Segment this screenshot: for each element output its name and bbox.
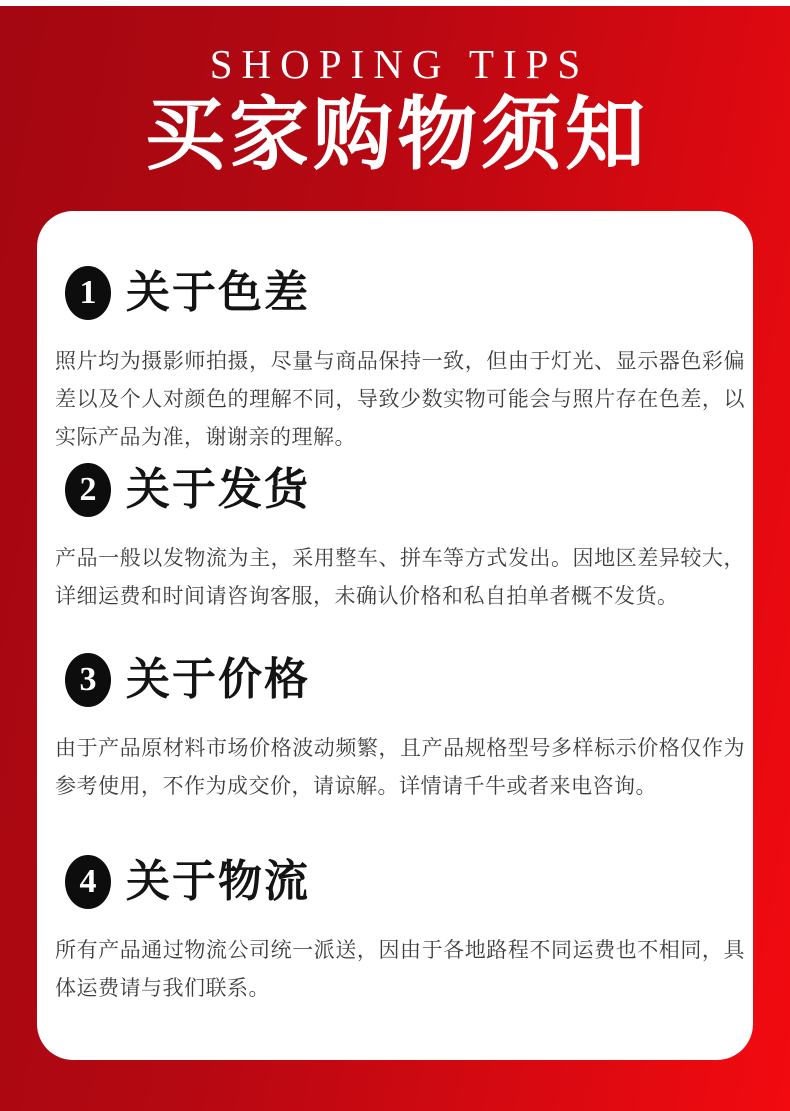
section-title: 关于物流 bbox=[126, 857, 310, 906]
section-heading-row bbox=[65, 653, 745, 707]
section-shipping bbox=[55, 463, 745, 615]
page-title: 买家购物须知 bbox=[145, 92, 649, 180]
section-color-difference bbox=[55, 266, 745, 456]
top-white-strip bbox=[0, 0, 790, 6]
section-title: 关于发货 bbox=[126, 465, 310, 514]
number-badge-3: 3 bbox=[65, 653, 111, 707]
section-body-text: 由于产品原材料市场价格波动频繁，且产品规格型号多样标示价格仅作为参考使用，不作为成交价，请谅解。详情请千牛或者来电咨询。 bbox=[55, 736, 745, 798]
section-heading-row bbox=[65, 463, 745, 517]
header-subtitle: SHOPING TIPS bbox=[209, 41, 590, 87]
number-badge-4: 4 bbox=[65, 855, 111, 909]
section-title: 关于价格 bbox=[126, 655, 310, 704]
number-badge-1: 1 bbox=[65, 266, 111, 320]
section-title: 关于色差 bbox=[126, 268, 310, 317]
section-body-text: 照片均为摄影师拍摄，尽量与商品保持一致，但由于灯光、显示器色彩偏差以及个人对颜色的理解不同，导致少数实物可能会与照片存在色差，以实际产品为准，谢谢亲的理解。 bbox=[55, 349, 745, 449]
section-body-text: 产品一般以发物流为主，采用整车、拼车等方式发出。因地区差异较大，详细运费和时间请咨询客服，未确认价格和私自拍单者概不发货。 bbox=[55, 546, 745, 608]
section-heading-row bbox=[65, 855, 745, 909]
number-badge-2: 2 bbox=[65, 463, 111, 517]
section-logistics bbox=[55, 855, 745, 1007]
section-pricing bbox=[55, 653, 745, 805]
section-heading-row bbox=[65, 266, 745, 320]
section-body-text: 所有产品通过物流公司统一派送，因由于各地路程不同运费也不相同，具体运费请与我们联系。 bbox=[55, 938, 745, 1000]
notice-card bbox=[37, 211, 753, 1060]
